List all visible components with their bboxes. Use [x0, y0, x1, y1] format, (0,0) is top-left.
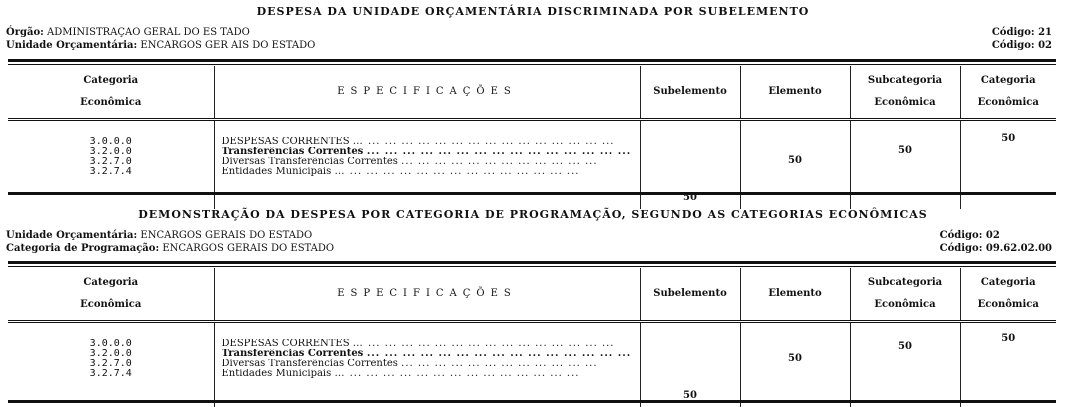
item-diversas: Diversas Transferências Correntes [221, 359, 398, 369]
divider [8, 192, 1056, 195]
section-title: DESPESA DA UNIDADE ORÇAMENTÁRIA DISCRIMINADA POR SUBELEMENTO [256, 5, 810, 18]
col-categoria: Categoria Econômica [8, 66, 214, 120]
expense-table [8, 66, 1056, 209]
expense-table [8, 268, 1056, 407]
item-entidades: Entidades Municipais [221, 167, 332, 177]
codigo-unidade: Código: 02 [939, 230, 1000, 241]
header-right [940, 229, 1052, 255]
section-programacao [0, 203, 1066, 406]
codes-cell: 3.0.0.0 3.2.0.0 3.2.7.0 3.2.7.4 [8, 329, 214, 407]
codigo-unidade: Código: 02 [991, 40, 1052, 51]
unidade-line: Unidade Orçamentária: ENCARGOS GERAIS DO ESTADO [6, 230, 313, 241]
codigo-programacao: Código: 09.62.02.00 [939, 243, 1052, 254]
header-right [992, 26, 1052, 52]
divider [8, 64, 1056, 65]
divider [8, 266, 1056, 267]
table-header-row [8, 66, 1056, 120]
item-despesas: DESPESAS CORRENTES [221, 137, 350, 147]
col-elemento: Elemento [740, 66, 850, 120]
col-categoria-economica: Categoria Econômica [960, 66, 1056, 120]
items-cell: DESPESAS CORRENTES … ... ... ... ... ... ... ... ... ... ... ... ... ... ... ... Transferências Correntes ... ... ... ... ... ... ... ... ... ... ... ... ... ... ... Diversas Transferências Correntes ... ... ... ... ... ... ... ... ... ... ... ... Entidades Municipais … ... ... ... ... ... ... ... ... ... ... ... ... ... ... [214, 329, 640, 407]
item-diversas: Diversas Transferências Correntes [221, 157, 398, 167]
col-elemento: Elemento [740, 268, 850, 322]
item-entidades: Entidades Municipais [221, 369, 332, 379]
value-elemento: 50 [740, 329, 850, 407]
value-categoria: 50 [960, 127, 1056, 209]
unidade-line: Unidade Orçamentária: ENCARGOS GER AIS DO ESTADO [6, 40, 316, 51]
value-subcategoria: 50 [850, 329, 960, 407]
section-title: DEMONSTRAÇÃO DA DESPESA POR CATEGORIA DE PROGRAMAÇÃO, SEGUNDO AS CATEGORIAS ECONÔMICAS [138, 208, 928, 221]
value-categoria: 50 [960, 329, 1056, 407]
col-categoria: Categoria Econômica [8, 268, 214, 322]
col-subcategoria: Subcategoria Econômica [850, 66, 960, 120]
col-categoria-economica: Categoria Econômica [960, 268, 1056, 322]
col-subelemento: Subelemento [640, 66, 740, 120]
section-subelemento [0, 0, 1066, 203]
programacao-line: Categoria de Programação: ENCARGOS GERAIS DO ESTADO [6, 243, 335, 254]
divider [8, 400, 1056, 403]
item-transferencias: Transferências Correntes [221, 349, 364, 359]
value-subelemento: 50 [640, 127, 740, 209]
orgao-line: Órgão: ADMINISTRAÇAO GERAL DO ES TADO [6, 27, 250, 38]
item-despesas: DESPESAS CORRENTES [221, 339, 350, 349]
table-row [8, 127, 1056, 209]
table-row [8, 329, 1056, 407]
value-elemento: 50 [740, 127, 850, 209]
value-subcategoria: 50 [850, 127, 960, 209]
item-transferencias: Transferências Correntes [221, 147, 364, 157]
items-cell: DESPESAS CORRENTES … ... ... ... ... ... ... ... ... ... ... ... ... ... ... ... Transferências Correntes ... ... ... ... ... ... ... ... ... ... ... ... ... ... ... Diversas Transferências Correntes ... ... ... ... ... ... ... ... ... ... ... ... Entidades Municipais … ... ... ... ... ... ... ... ... ... ... ... ... ... ... [214, 127, 640, 209]
col-especificacoes: ESPECIFICAÇÕES [214, 268, 640, 322]
divider [8, 59, 1056, 62]
col-subelemento: Subelemento [640, 268, 740, 322]
divider [8, 261, 1056, 264]
header-left [6, 229, 334, 255]
codigo-orgao: Código: 21 [991, 27, 1052, 38]
col-especificacoes: ESPECIFICAÇÕES [214, 66, 640, 120]
table-header-row [8, 268, 1056, 322]
col-subcategoria: Subcategoria Econômica [850, 268, 960, 322]
header-left [6, 26, 315, 52]
codes-cell: 3.0.0.0 3.2.0.0 3.2.7.0 3.2.7.4 [8, 127, 214, 209]
value-subelemento: 50 [640, 329, 740, 407]
